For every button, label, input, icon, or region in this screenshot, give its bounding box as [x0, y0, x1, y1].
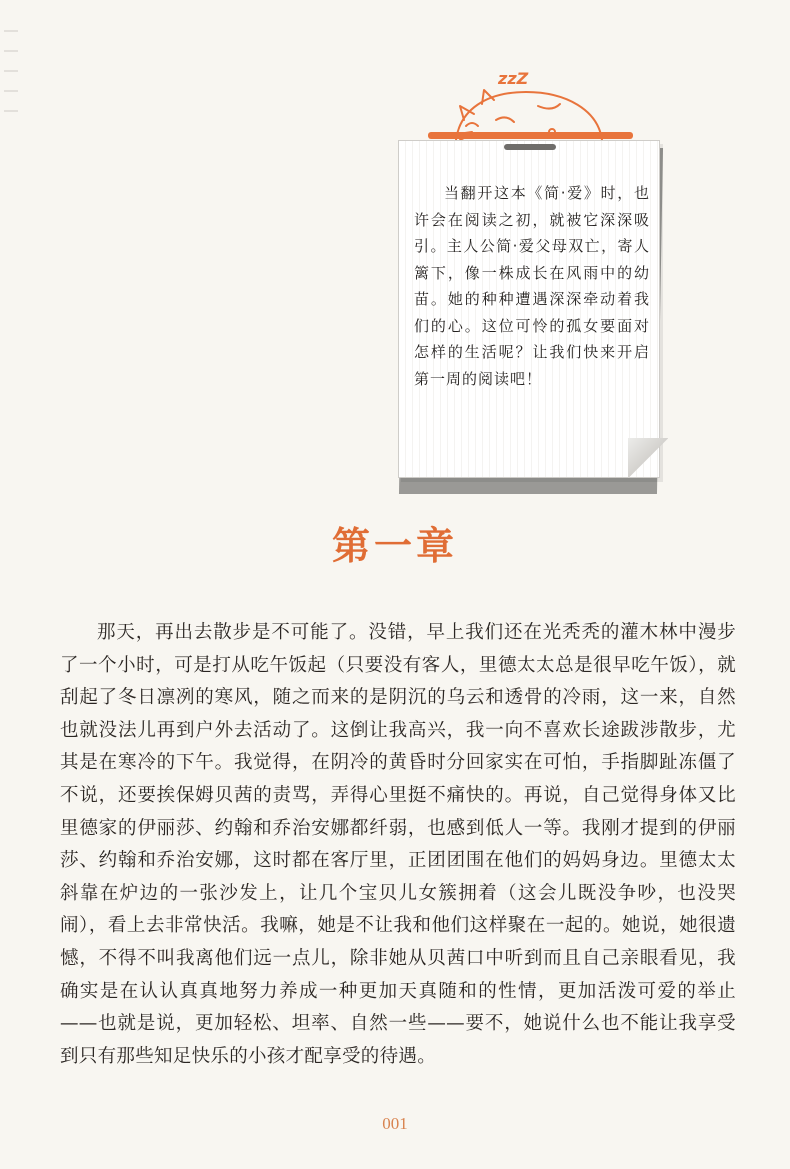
note-page-curl: [628, 438, 668, 478]
body-paragraph: 那天，再出去散步是不可能了。没错，早上我们还在光秃秃的灌木林中漫步了一个小时，可是打从吃午饭起（只要没有客人，里德太太总是很早吃午饭），就刮起了冬日凛冽的寒风，随之而来的是阴沉的乌云和透骨的冷雨，这一来，自然也就没法儿再到户外去活动了。这倒让我高兴，我一向不喜欢长途跋涉散步，尤其是在寒冷的下午。我觉得，在阴冷的黄昏时分回家实在可怕，手指脚趾冻僵了不说，还要挨保姆贝茜的责骂，弄得心里挺不痛快的。再说，自己觉得身体又比里德家的伊丽莎、约翰和乔治安娜都纤弱，也感到低人一等。我刚才提到的伊丽莎、约翰和乔治安娜，这时都在客厅里，正团团围在他们的妈妈身边。里德太太斜靠在炉边的一张沙发上，让几个宝贝儿女簇拥着（这会儿既没争吵，也没哭闹），看上去非常快活。我嘛，她是不让我和他们这样聚在一起的。她说，她很遗憾，不得不叫我离他们远一点儿，除非她从贝茜口中听到而且自己亲眼看见，我确实是在认认真真地努力养成一种更加天真随和的性情，更加活泼可爱的举止——也就是说，更加轻松、坦率、自然一些——要不，她说什么也不能让我享受到只有那些知足快乐的小孩才配享受的待遇。: [60, 622, 736, 1067]
sleep-zzz-text: zzZ: [498, 69, 529, 88]
intro-note-text: 当翻开这本《简·爱》时，也许会在阅读之初，就被它深深吸引。主人公简·爱父母双亡，寄人篱下，像一株成长在风雨中的幼苗。她的种种遭遇深深牵动着我们的心。这位可怜的孤女要面对怎样的生活呢？让我们快来开启第一周的阅读吧！: [414, 184, 650, 388]
note-clip: [504, 144, 556, 150]
page-edge-marks: [0, 20, 30, 210]
chapter-title: 第一章: [331, 523, 458, 569]
note-top-strip: [428, 132, 633, 139]
page-number: 001: [382, 1114, 408, 1133]
intro-note: [398, 60, 670, 440]
